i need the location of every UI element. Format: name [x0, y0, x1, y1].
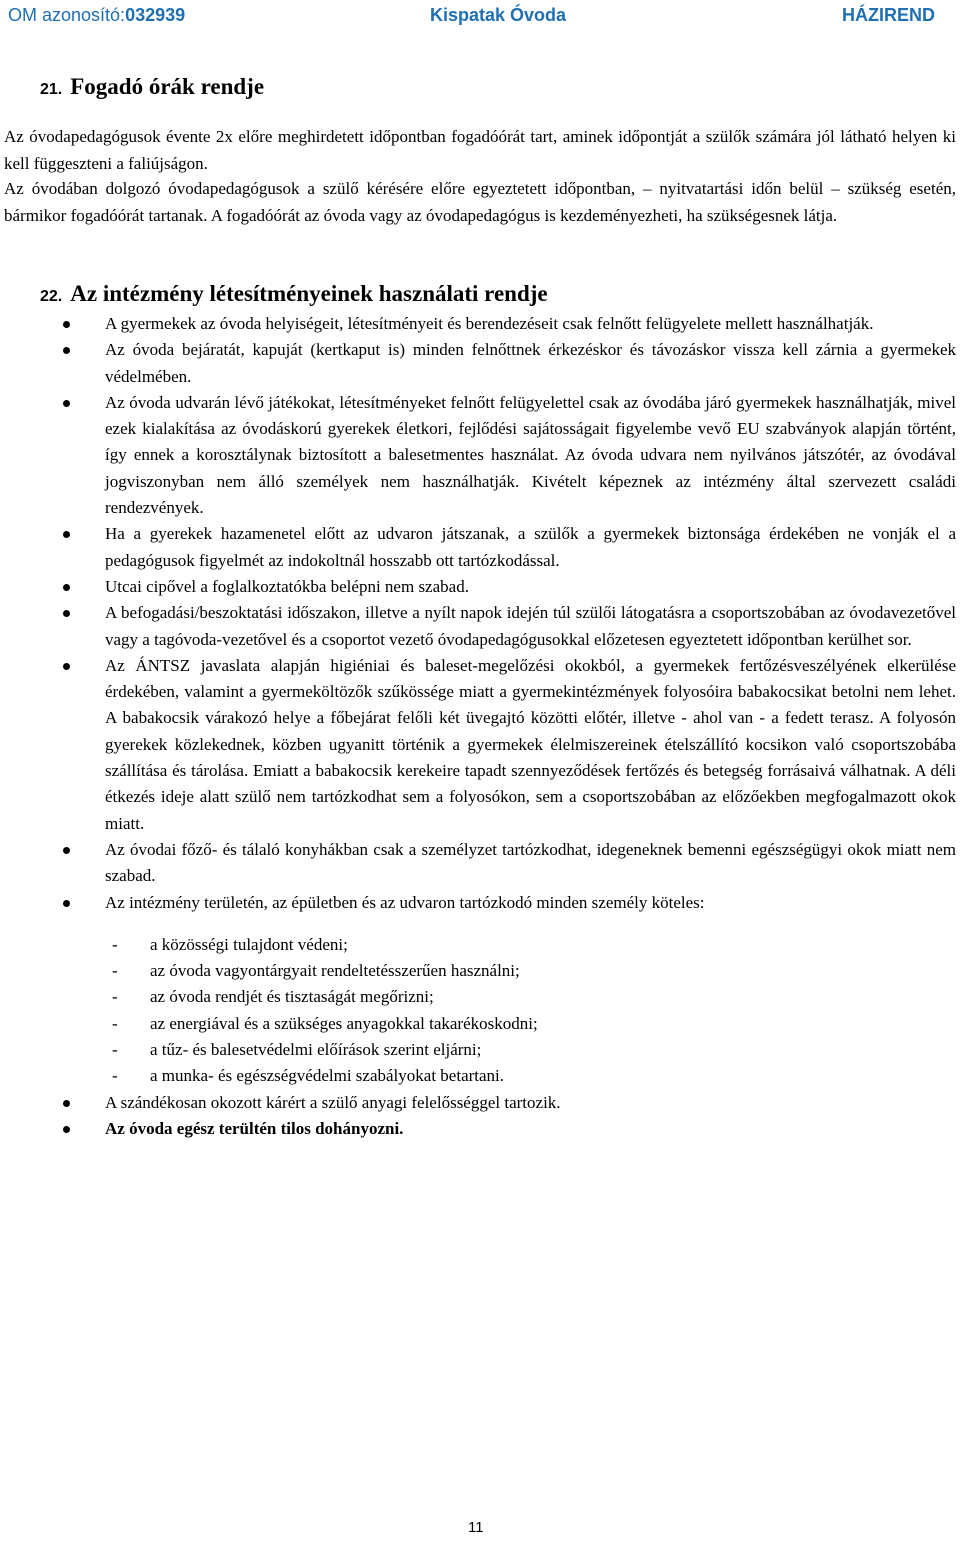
- dash-marker: -: [112, 961, 118, 981]
- list-item-text: Az intézmény területén, az épületben és az udvaron tartózkodó minden személy köteles:: [105, 892, 705, 912]
- dash-marker: -: [112, 1066, 118, 1086]
- list-item: [0, 521, 960, 574]
- list-item-text: Az óvoda udvarán lévő játékokat, létesítményeket felnőtt felügyelettel csak az óvodába járó gyermekek használhatják, mivel ezek kialakítása az óvodáskorú gyerekek életkori, fejlődési sajátosságait figyelembe vevő EU szabványok alapján történt, így ennek a korosztálynak biztosított a balesetmentes használat. Az óvoda udvara nem nyilvános játszótér, az óvodával jogviszonyban nem álló személyek nem használhatják. Kivételt képeznek az intézmény által szervezett családi rendezvények.: [105, 392, 956, 518]
- bullet-icon: [63, 531, 70, 538]
- list-item-text: Ha a gyerekek hazamenetel előtt az udvaron játszanak, a szülők a gyermekek biztonsága érdekében ne vonják el a pedagógusok figyelmét az indokoltnál hosszabb ott tartózkodással.: [105, 524, 956, 570]
- section-22-heading: [40, 281, 548, 307]
- dash-marker: -: [112, 934, 118, 954]
- list-item: [0, 337, 960, 390]
- duty-text: a közösségi tulajdont védeni;: [150, 934, 348, 954]
- bullet-icon: [63, 610, 70, 617]
- document-type: HÁZIREND: [842, 5, 935, 25]
- om-number: 032939: [125, 5, 186, 25]
- bullet-icon: [63, 400, 70, 407]
- list-item: [0, 390, 960, 521]
- rules-list: [0, 311, 960, 1142]
- duty-item: [0, 984, 956, 1010]
- page-number: 11: [468, 1519, 484, 1536]
- duty-item: [0, 1063, 956, 1089]
- list-item-text: A gyermekek az óvoda helyiségeit, létesítményeit és berendezéseit csak felnőtt felügyelete mellett használhatják.: [105, 314, 874, 333]
- section-title: Az intézmény létesítményeinek használati rendje: [70, 281, 548, 306]
- section-21-paragraph-2: Az óvodában dolgozó óvodapedagógusok a szülő kérésére előre egyeztetett időpontban, – nyitvatartási időn belül – szükség esetén, bármikor fogadóórát tartanak. A fogadóórát az óvoda vagy az óvodapedagógus is kezdeményezheti, ha szükségesnek látja.: [4, 179, 956, 225]
- list-item: [0, 1116, 960, 1142]
- bullet-icon: [63, 584, 70, 591]
- duty-text: a munka- és egészségvédelmi szabályokat betartani.: [150, 1066, 505, 1086]
- list-item: [0, 837, 960, 890]
- list-item-text: Az óvoda egész terültén tilos dohányozni.: [105, 1118, 404, 1138]
- duty-text: a tűz- és balesetvédelmi előírások szerint eljárni;: [150, 1040, 482, 1060]
- duty-item: [0, 932, 956, 958]
- dash-marker: -: [112, 1040, 118, 1060]
- list-item: [0, 890, 960, 1090]
- duties-list: [0, 932, 956, 1090]
- list-item-text: Az ÁNTSZ javaslata alapján higiéniai és baleset-megelőzési okokból, a gyermekek fertőzésveszélyének elkerülése érdekében, valamint a gyermeköltözők szűkössége miatt a gyermekintézmények folyosóira babakocsikat betolni nem lehet. A babakocsik várakozó helye a főbejárat felőli két üvegajtó közötti előtér, illetve - ahol van - a fedett terasz. A folyosón gyerekek közlekednek, közben ugyanitt történik a gyermekek élelmiszereinek ételszállító kocsikon való csoportszobába szállítása és tárolása. Emiatt a babakocsik kerekeire tapadt szennyeződések fertőzés és betegség forrásaivá válhatnak. A déli étkezés ideje alatt szülő nem tartózkodhat sem a folyosókon, sem a csoportszobában az előzőekben megfogalmazott okok miatt.: [105, 655, 956, 833]
- duty-text: az óvoda vagyontárgyait rendeltetésszerűen használni;: [150, 961, 520, 981]
- bullet-icon: [63, 347, 70, 354]
- dash-marker: -: [112, 1013, 118, 1033]
- bullet-icon: [63, 900, 70, 907]
- om-label: OM azonosító:: [8, 5, 126, 25]
- list-item: [0, 311, 960, 337]
- bullet-icon: [63, 663, 70, 670]
- duty-item: [0, 958, 956, 984]
- section-title: Fogadó órák rendje: [70, 74, 265, 99]
- dash-marker: -: [112, 987, 118, 1007]
- om-identifier: [8, 5, 185, 26]
- list-item-text: A befogadási/beszoktatási időszakon, illetve a nyílt napok idején túl szülői látogatásra a csoportszobában az óvodavezetővel vagy a tagóvoda-vezetővel és a csoportot vezető óvodapedagógusokkal előzetesen egyeztetett időpontban kerülhet sor.: [105, 603, 956, 649]
- bullet-icon: [63, 847, 70, 854]
- list-item-text: Az óvodai főző- és tálaló konyhákban csak a személyzet tartózkodhat, idegeneknek bemenni egészségügyi okok miatt nem szabad.: [105, 839, 956, 886]
- list-item-text: Az óvoda bejáratát, kapuját (kertkaput is) minden felnőttnek érkezéskor és távozáskor vissza kell zárnia a gyermekek védelmében.: [105, 340, 956, 386]
- list-item: [0, 600, 960, 653]
- duty-text: az óvoda rendjét és tisztaságát megőrizni;: [150, 987, 434, 1007]
- institution-name: Kispatak Óvoda: [430, 5, 567, 25]
- list-item-text: Utcai cipővel a foglalkoztatókba belépni nem szabad.: [105, 576, 469, 596]
- list-item: [0, 653, 960, 837]
- duty-text: az energiával és a szükséges anyagokkal takarékoskodni;: [150, 1013, 538, 1033]
- bullet-icon: [63, 1126, 70, 1133]
- page-header: [0, 0, 960, 32]
- section-21-heading: [40, 74, 264, 100]
- section-21-paragraph-1: Az óvodapedagógusok évente 2x előre meghirdetett időpontban fogadóórát tart, aminek időpontját a szülők számára jól látható helyen ki kell függeszteni a faliújságon.: [4, 127, 956, 173]
- duty-item: [0, 1037, 956, 1063]
- list-item-text: A szándékosan okozott kárért a szülő anyagi felelősséggel tartozik.: [105, 1092, 561, 1112]
- section-number: 21.: [40, 81, 63, 98]
- bullet-icon: [63, 1100, 70, 1107]
- bullet-icon: [63, 321, 70, 328]
- section-number: 22.: [40, 288, 63, 305]
- duty-item: [0, 1011, 956, 1037]
- list-item: [0, 1090, 960, 1116]
- list-item: [0, 574, 960, 600]
